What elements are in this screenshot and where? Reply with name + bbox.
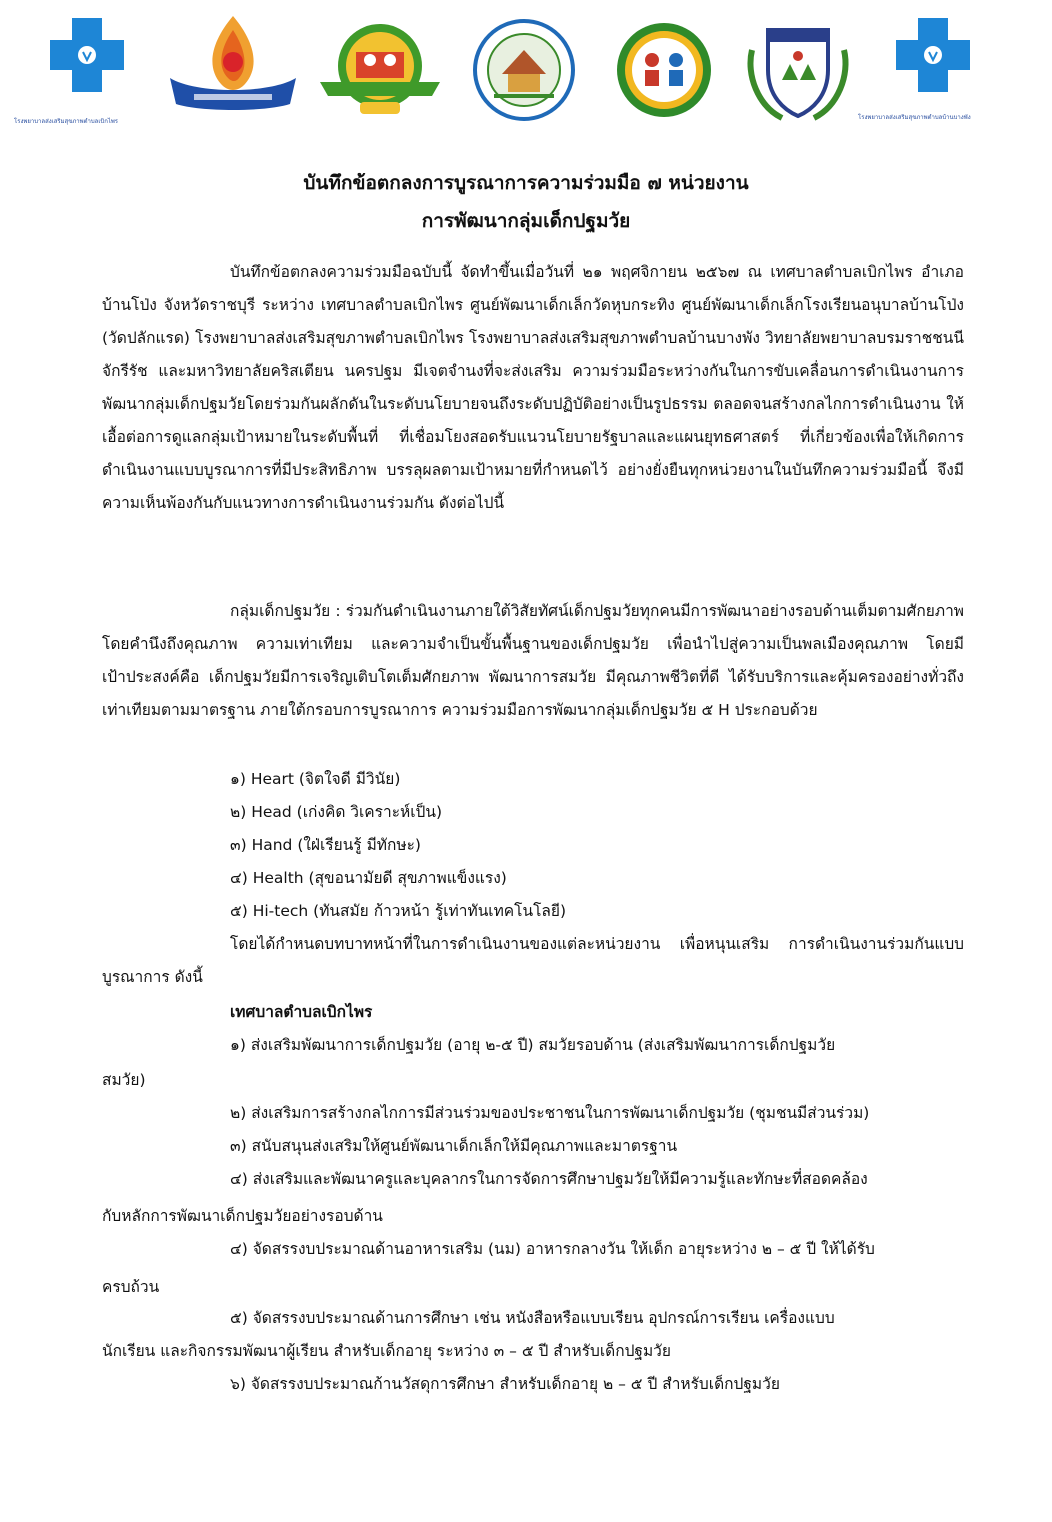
- org-item-continuation: สมวัย): [102, 1071, 146, 1089]
- round-logo-house: [472, 18, 576, 122]
- document-title: บันทึกข้อตกลงการบูรณาการความร่วมมือ ๗ หน่วยงาน: [303, 172, 749, 194]
- round-logo-children: [612, 20, 716, 120]
- logo-strip: [0, 0, 1052, 140]
- logo-caption-right: โรงพยาบาลส่งเสริมสุขภาพตำบลบ้านบางพัง: [858, 114, 971, 121]
- five-h-item: ๑) Heart (จิตใจดี มีวินัย): [230, 770, 401, 788]
- org-item-continuation: กับหลักการพัฒนาเด็กปฐมวัยอย่างรอบด้าน: [102, 1207, 383, 1225]
- five-h-item: ๕) Hi-tech (ทันสมัย ก้าวหน้า รู้เท่าทันเทคโนโลยี): [230, 902, 567, 920]
- five-h-item: ๒) Head (เก่งคิด วิเคราะห์เป็น): [230, 803, 443, 821]
- org-item: ๑) ส่งเสริมพัฒนาการเด็กปฐมวัย (อายุ ๒-๕ ปี) สมวัยรอบด้าน (ส่งเสริมพัฒนาการเด็กปฐมวัย: [230, 1036, 836, 1054]
- document-subtitle: การพัฒนากลุ่มเด็กปฐมวัย: [421, 210, 631, 232]
- org-item: ๕) จัดสรรงบประมาณด้านการศึกษา เช่น หนังสือหรือแบบเรียน อุปกรณ์การเรียน เครื่องแบบ: [230, 1309, 835, 1327]
- org-item-continuation: ครบถ้วน: [102, 1278, 160, 1296]
- school-logo: [316, 22, 444, 120]
- org-item: ๓) สนับสนุนส่งเสริมให้ศูนย์พัฒนาเด็กเล็กให้มีคุณภาพและมาตรฐาน: [230, 1137, 678, 1155]
- org-item-continuation: นักเรียน และกิจกรรมพัฒนาผู้เรียน สำหรับเด็กอายุ ระหว่าง ๓ – ๕ ปี สำหรับเด็กปฐมวัย: [102, 1342, 671, 1360]
- cross-logo-right: [888, 14, 978, 98]
- vision-paragraph: กลุ่มเด็กปฐมวัย : ร่วมกันดำเนินงานภายใต้วิสัยทัศน์เด็กปฐมวัยทุกคนมีการพัฒนาอย่างรอบด้านเต็มตามศักยภาพ โดยคำนึงถึงคุณภาพ ความเท่าเทียม และความจำเป็นขั้นพื้นฐานของเด็กปฐมวัย เพื่อนำไปสู่ความเป็นพลเมืองคุณภาพ โดยมีเป้าประสงค์คือ เด็กปฐมวัยมีการเจริญเติบโตเต็มศักยภาพ พัฒนาการสมวัย มีคุณภาพชีวิตที่ดี ได้รับบริการและคุ้มครองอย่างทั่วถึงเท่าเทียมตามมาตรฐาน ภายใต้กรอบการบูรณาการ ความร่วมมือการพัฒนากลุ่มเด็กปฐมวัย ๕ H ประกอบด้วย: [102, 602, 964, 719]
- five-h-item: ๓) Hand (ใฝ่เรียนรู้ มีทักษะ): [230, 836, 421, 854]
- org-item: ๖) จัดสรรงบประมาณก้านวัสดุการศึกษา สำหรับเด็กอายุ ๒ – ๕ ปี สำหรับเด็กปฐมวัย: [230, 1375, 780, 1393]
- org-heading: เทศบาลตำบลเบิกไพร: [230, 1003, 373, 1021]
- org-item: ๔) ส่งเสริมและพัฒนาครูและบุคลากรในการจัดการศึกษาปฐมวัยให้มีความรู้และทักษะที่สอดคล้อง: [230, 1170, 868, 1188]
- cross-logo-left: [42, 14, 132, 98]
- logo-caption-left: โรงพยาบาลส่งเสริมสุขภาพตำบลเบิกไพร: [14, 118, 119, 125]
- org-item: ๒) ส่งเสริมการสร้างกลไกการมีส่วนร่วมของประชาชนในการพัฒนาเด็กปฐมวัย (ชุมชนมีส่วนร่วม): [230, 1104, 870, 1122]
- intro-paragraph: บันทึกข้อตกลงความร่วมมือฉบับนี้ จัดทำขึ้นเมื่อวันที่ ๒๑ พฤศจิกายน ๒๕๖๗ ณ เทศบาลตำบลเบิกไพร อำเภอบ้านโป่ง จังหวัดราชบุรี ระหว่าง เทศบาลตำบลเบิกไพร ศูนย์พัฒนาเด็กเล็กวัดหุบกระทิง ศูนย์พัฒนาเด็กเล็กโรงเรียนอนุบาลบ้านโป่ง (วัดปลักแรด) โรงพยาบาลส่งเสริมสุขภาพตำบลเบิกไพร โรงพยาบาลส่งเสริมสุขภาพตำบลบ้านบางพัง วิทยาลัยพยาบาลบรมราชชนนี จักรีรัช และมหาวิทยาลัยคริสเตียน นครปฐม มีเจตจำนงที่จะส่งเสริม ความร่วมมือระหว่างกันในการขับเคลื่อนการดำเนินงานการพัฒนากลุ่มเด็กปฐมวัยโดยร่วมกันผลักดันในระดับนโยบายจนถึงระดับปฏิบัติอย่างเป็นรูปธรรม ตลอดจนสร้างกลไกการดำเนินงาน ให้เอื้อต่อการดูแลกลุ่มเป้าหมายในระดับพื้นที่ ที่เชื่อมโยงสอดรับแนวนโยบายรัฐบาลและแผนยุทธศาสตร์ ที่เกี่ยวข้องเพื่อให้เกิดการดำเนินงานแบบบูรณาการที่มีประสิทธิภาพ บรรลุผลตามเป้าหมายที่กำหนดไว้ อย่างยั่งยืนทุกหน่วยงานในบันทึกความร่วมมือนี้ จึงมีความเห็นพ้องกันกับแนวทางการดำเนินงานร่วมกัน ดังต่อไปนี้: [102, 263, 964, 512]
- org-item: ๔) จัดสรรงบประมาณด้านอาหารเสริม (นม) อาหารกลางวัน ให้เด็ก อายุระหว่าง ๒ – ๕ ปี ให้ได้รับ: [230, 1240, 875, 1258]
- five-h-item: ๔) Health (สุขอนามัยดี สุขภาพแข็งแรง): [230, 869, 507, 887]
- roles-intro-paragraph: โดยได้กำหนดบทบาทหน้าที่ในการดำเนินงานของแต่ละหน่วยงาน เพื่อหนุนเสริม การดำเนินงานร่วมกันแบบบูรณาการ ดังนี้: [102, 935, 964, 986]
- flame-logo: [166, 12, 300, 122]
- shield-logo: [742, 20, 854, 126]
